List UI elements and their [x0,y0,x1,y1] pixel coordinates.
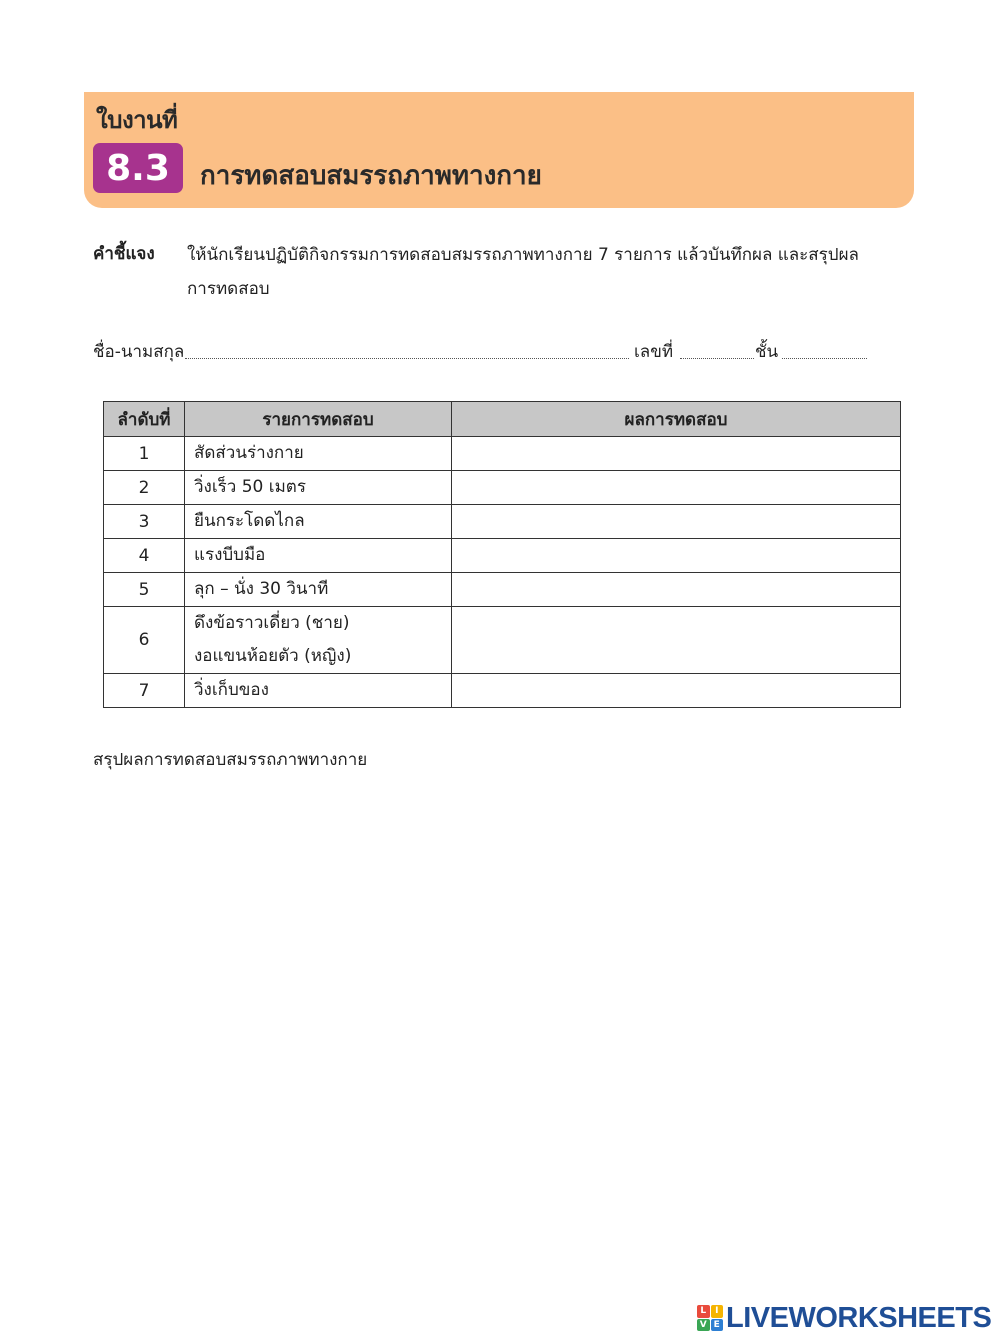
row-result-field[interactable] [452,471,901,505]
table-row [104,573,901,607]
liveworksheets-brand[interactable] [697,1303,991,1333]
header-test-item: รายการทดสอบ [185,402,452,437]
row-result-field[interactable] [452,539,901,573]
row-test-item-female: งอแขนห้อยตัว (หญิง) [194,646,352,666]
logo-letter-v: V [697,1319,710,1332]
row-number: 5 [104,573,185,607]
table-row [104,674,901,708]
row-number: 2 [104,471,185,505]
header-order: ลำดับที่ [104,402,185,437]
class-label: ชั้น [755,342,779,362]
table-row [104,471,901,505]
liveworksheets-logo-icon [697,1305,723,1331]
name-field[interactable] [185,358,629,359]
row-number: 1 [104,437,185,471]
instructions-line-1: ให้นักเรียนปฏิบัติกิจกรรมการทดสอบสมรรถภาพทางกาย 7 รายการ แล้วบันทึกผล และสรุปผล [187,245,859,265]
table-row [104,505,901,539]
logo-letter-e: E [711,1319,724,1332]
instructions-label: คำชี้แจง [93,244,155,264]
table-row [104,437,901,471]
class-field[interactable] [782,358,867,359]
instructions-text [187,238,887,306]
summary-label: สรุปผลการทดสอบสมรรถภาพทางกาย [93,750,368,770]
row-test-item: ยืนกระโดดไกล [185,505,452,539]
table-row [104,607,901,674]
row-number: 4 [104,539,185,573]
row-result-field[interactable] [452,607,901,674]
row-test-item: แรงบีบมือ [185,539,452,573]
student-info-row [93,336,873,364]
fitness-test-table [103,401,901,708]
row-result-field[interactable] [452,674,901,708]
logo-letter-l: L [697,1305,710,1318]
worksheet-number-badge: 8.3 [93,143,183,193]
row-test-item: ลุก – นั่ง 30 วินาที [185,573,452,607]
name-label: ชื่อ-นามสกุล [93,342,185,362]
row-number: 3 [104,505,185,539]
row-result-field[interactable] [452,437,901,471]
number-field[interactable] [680,358,754,359]
table-row [104,539,901,573]
table-header-row [104,402,901,437]
row-result-field[interactable] [452,505,901,539]
row-test-item-male: ดึงข้อราวเดี่ยว (ชาย) [194,613,350,633]
instructions-line-2: การทดสอบ [187,279,270,299]
row-test-item [185,607,452,674]
row-result-field[interactable] [452,573,901,607]
row-test-item: สัดส่วนร่างกาย [185,437,452,471]
row-number: 6 [104,607,185,674]
row-test-item: วิ่งเร็ว 50 เมตร [185,471,452,505]
liveworksheets-wordmark: LIVEWORKSHEETS [726,1301,992,1334]
logo-letter-i: I [711,1305,724,1318]
number-label: เลขที่ [634,342,674,362]
row-number: 7 [104,674,185,708]
row-test-item: วิ่งเก็บของ [185,674,452,708]
header-test-result: ผลการทดสอบ [452,402,901,437]
worksheet-label: ใบงานที่ [96,106,178,134]
page-title: การทดสอบสมรรถภาพทางกาย [200,161,542,191]
